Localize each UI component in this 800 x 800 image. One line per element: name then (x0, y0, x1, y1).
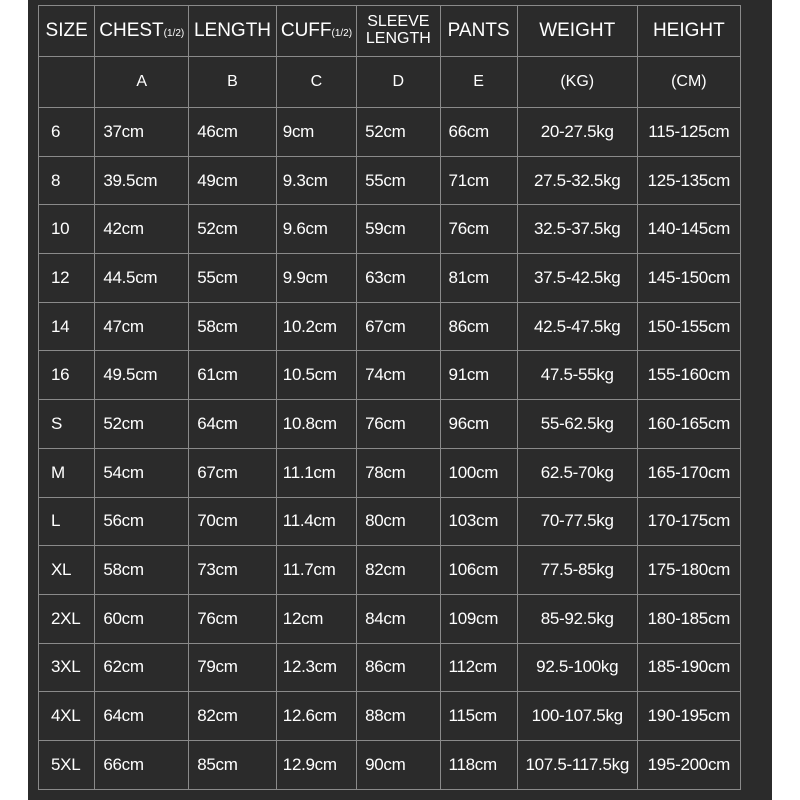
height-cell: 190-195cm (637, 692, 740, 741)
cuff-cell: 11.4cm (276, 497, 356, 546)
chest-cell: 58cm (95, 546, 189, 595)
weight-cell: 42.5-47.5kg (517, 302, 637, 351)
weight-cell: 92.5-100kg (517, 643, 637, 692)
subheader-cell: E (440, 57, 517, 108)
pants-cell: 86cm (440, 302, 517, 351)
subheader-cell (39, 57, 95, 108)
header-cuff: CUFF(1/2) (276, 6, 356, 57)
size-cell: 16 (39, 351, 95, 400)
chest-cell: 64cm (95, 692, 189, 741)
table-row (39, 448, 741, 497)
size-cell: M (39, 448, 95, 497)
cuff-cell: 10.8cm (276, 400, 356, 449)
cuff-cell: 12.6cm (276, 692, 356, 741)
chest-cell: 49.5cm (95, 351, 189, 400)
weight-cell: 62.5-70kg (517, 448, 637, 497)
header-length: LENGTH (189, 6, 277, 57)
sleeve-length-cell: 80cm (357, 497, 440, 546)
height-cell: 145-150cm (637, 254, 740, 303)
size-cell: 14 (39, 302, 95, 351)
pants-cell: 81cm (440, 254, 517, 303)
length-cell: 64cm (189, 400, 277, 449)
table-row (39, 740, 741, 789)
chest-cell: 56cm (95, 497, 189, 546)
size-cell: 4XL (39, 692, 95, 741)
cuff-cell: 12.3cm (276, 643, 356, 692)
chest-cell: 42cm (95, 205, 189, 254)
weight-cell: 20-27.5kg (517, 108, 637, 157)
cuff-cell: 9.3cm (276, 156, 356, 205)
height-cell: 195-200cm (637, 740, 740, 789)
sleeve-length-cell: 90cm (357, 740, 440, 789)
size-cell: 3XL (39, 643, 95, 692)
table-row (39, 254, 741, 303)
length-cell: 82cm (189, 692, 277, 741)
size-cell: XL (39, 546, 95, 595)
pants-cell: 71cm (440, 156, 517, 205)
header-chest: CHEST(1/2) (95, 6, 189, 57)
sleeve-length-cell: 76cm (357, 400, 440, 449)
header-weight: WEIGHT (517, 6, 637, 57)
chest-cell: 44.5cm (95, 254, 189, 303)
length-cell: 52cm (189, 205, 277, 254)
table-row (39, 351, 741, 400)
cuff-cell: 12cm (276, 594, 356, 643)
chest-cell: 52cm (95, 400, 189, 449)
chest-cell: 54cm (95, 448, 189, 497)
subheader-cell: (CM) (637, 57, 740, 108)
weight-cell: 77.5-85kg (517, 546, 637, 595)
cuff-cell: 11.1cm (276, 448, 356, 497)
pants-cell: 115cm (440, 692, 517, 741)
header-size: SIZE (39, 6, 95, 57)
table-row (39, 546, 741, 595)
cuff-cell: 9.6cm (276, 205, 356, 254)
pants-cell: 96cm (440, 400, 517, 449)
height-cell: 125-135cm (637, 156, 740, 205)
height-cell: 115-125cm (637, 108, 740, 157)
weight-cell: 70-77.5kg (517, 497, 637, 546)
height-cell: 165-170cm (637, 448, 740, 497)
size-cell: 8 (39, 156, 95, 205)
size-cell: 5XL (39, 740, 95, 789)
height-cell: 150-155cm (637, 302, 740, 351)
height-cell: 170-175cm (637, 497, 740, 546)
subheader-cell: D (357, 57, 440, 108)
weight-cell: 37.5-42.5kg (517, 254, 637, 303)
size-cell: 2XL (39, 594, 95, 643)
length-cell: 73cm (189, 546, 277, 595)
header-row (39, 6, 741, 57)
length-cell: 55cm (189, 254, 277, 303)
table-row (39, 692, 741, 741)
weight-cell: 85-92.5kg (517, 594, 637, 643)
chest-cell: 66cm (95, 740, 189, 789)
length-cell: 70cm (189, 497, 277, 546)
size-cell: S (39, 400, 95, 449)
chest-cell: 37cm (95, 108, 189, 157)
cuff-cell: 12.9cm (276, 740, 356, 789)
pants-cell: 91cm (440, 351, 517, 400)
header-height: HEIGHT (637, 6, 740, 57)
sleeve-length-cell: 74cm (357, 351, 440, 400)
chest-cell: 60cm (95, 594, 189, 643)
height-cell: 160-165cm (637, 400, 740, 449)
cuff-cell: 9cm (276, 108, 356, 157)
height-cell: 155-160cm (637, 351, 740, 400)
pants-cell: 66cm (440, 108, 517, 157)
header-pants: PANTS (440, 6, 517, 57)
sleeve-length-cell: 63cm (357, 254, 440, 303)
size-chart-table (38, 5, 741, 790)
weight-cell: 107.5-117.5kg (517, 740, 637, 789)
sleeve-length-cell: 86cm (357, 643, 440, 692)
table-row (39, 302, 741, 351)
length-cell: 49cm (189, 156, 277, 205)
weight-cell: 55-62.5kg (517, 400, 637, 449)
subheader-cell: A (95, 57, 189, 108)
length-cell: 67cm (189, 448, 277, 497)
size-cell: 6 (39, 108, 95, 157)
table-row (39, 400, 741, 449)
sleeve-length-cell: 67cm (357, 302, 440, 351)
height-cell: 140-145cm (637, 205, 740, 254)
subheader-cell: (KG) (517, 57, 637, 108)
cuff-cell: 10.5cm (276, 351, 356, 400)
height-cell: 175-180cm (637, 546, 740, 595)
weight-cell: 47.5-55kg (517, 351, 637, 400)
pants-cell: 118cm (440, 740, 517, 789)
pants-cell: 100cm (440, 448, 517, 497)
weight-cell: 100-107.5kg (517, 692, 637, 741)
table-row (39, 643, 741, 692)
pants-cell: 112cm (440, 643, 517, 692)
pants-cell: 103cm (440, 497, 517, 546)
sleeve-length-cell: 88cm (357, 692, 440, 741)
cuff-cell: 10.2cm (276, 302, 356, 351)
table-row (39, 108, 741, 157)
table-row (39, 156, 741, 205)
height-cell: 185-190cm (637, 643, 740, 692)
weight-cell: 27.5-32.5kg (517, 156, 637, 205)
subheader-cell: C (276, 57, 356, 108)
table-row (39, 205, 741, 254)
chest-cell: 62cm (95, 643, 189, 692)
length-cell: 79cm (189, 643, 277, 692)
length-cell: 58cm (189, 302, 277, 351)
size-cell: 10 (39, 205, 95, 254)
header-sleeve-length: SLEEVE LENGTH (357, 6, 440, 57)
sleeve-length-cell: 78cm (357, 448, 440, 497)
length-cell: 85cm (189, 740, 277, 789)
height-cell: 180-185cm (637, 594, 740, 643)
cuff-cell: 9.9cm (276, 254, 356, 303)
sleeve-length-cell: 59cm (357, 205, 440, 254)
sleeve-length-cell: 84cm (357, 594, 440, 643)
length-cell: 61cm (189, 351, 277, 400)
chest-cell: 39.5cm (95, 156, 189, 205)
chest-cell: 47cm (95, 302, 189, 351)
table-row (39, 497, 741, 546)
cuff-cell: 11.7cm (276, 546, 356, 595)
weight-cell: 32.5-37.5kg (517, 205, 637, 254)
sleeve-length-cell: 55cm (357, 156, 440, 205)
size-cell: 12 (39, 254, 95, 303)
length-cell: 76cm (189, 594, 277, 643)
subheader-row (39, 57, 741, 108)
sleeve-length-cell: 82cm (357, 546, 440, 595)
sleeve-length-cell: 52cm (357, 108, 440, 157)
subheader-cell: B (189, 57, 277, 108)
pants-cell: 109cm (440, 594, 517, 643)
size-cell: L (39, 497, 95, 546)
table-row (39, 594, 741, 643)
pants-cell: 106cm (440, 546, 517, 595)
pants-cell: 76cm (440, 205, 517, 254)
length-cell: 46cm (189, 108, 277, 157)
